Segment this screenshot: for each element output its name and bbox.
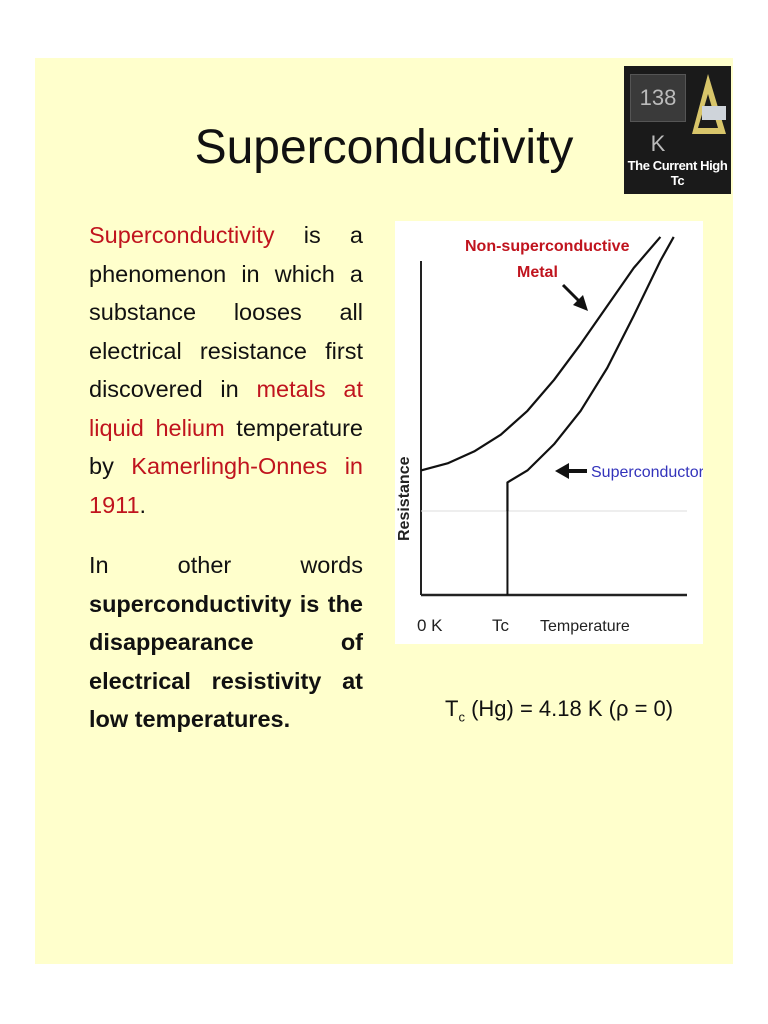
highlight-liquid-helium: metals at liquid helium	[89, 376, 363, 441]
formula-subscript: c	[458, 709, 465, 725]
definition-text-3: .	[139, 491, 147, 518]
resistance-chart	[395, 221, 703, 644]
annotation-non-superconductive: Non-superconductive	[465, 238, 630, 255]
x-tick-tc: Tc	[492, 616, 509, 635]
term-superconductivity: Superconductivity	[89, 222, 275, 248]
slide-title: Superconductivity	[194, 121, 574, 174]
summary-intro: In other words	[89, 552, 363, 578]
definition-text-2: temperature by	[89, 414, 363, 479]
critical-temperature-formula	[445, 696, 673, 724]
summary-paragraph	[89, 546, 363, 739]
definition-paragraph	[89, 216, 363, 524]
logo-caption: The Current High Tc	[627, 158, 728, 188]
chart-svg	[395, 221, 703, 644]
x-axis-label: Temperature	[540, 618, 630, 635]
annotation-superconductor: Superconductor	[591, 464, 703, 481]
formula-symbol: T	[445, 696, 459, 721]
slide	[35, 58, 733, 964]
superconductor-arrow	[555, 463, 587, 479]
metal-arrow	[563, 285, 588, 311]
x-tick-0k: 0 K	[417, 616, 443, 635]
highlight-discoverer: Kamerlingh-Onnes in 1911	[89, 453, 363, 518]
logo-temperature: 138 K	[630, 74, 686, 122]
y-axis-label: Resistance	[396, 456, 413, 541]
logo-image	[624, 66, 731, 194]
triangle-icon	[688, 72, 728, 142]
summary-bold: superconductivity is the disappearance of electrical resistivity at low temperatures.	[89, 590, 363, 732]
definition-text-1: is a phenomenon in which a substance looses all electrical resistance first discovered in	[89, 222, 363, 402]
formula-rest: (Hg) = 4.18 K (ρ = 0)	[464, 696, 674, 721]
series-layer	[421, 237, 674, 595]
annotation-metal: Metal	[517, 264, 558, 281]
